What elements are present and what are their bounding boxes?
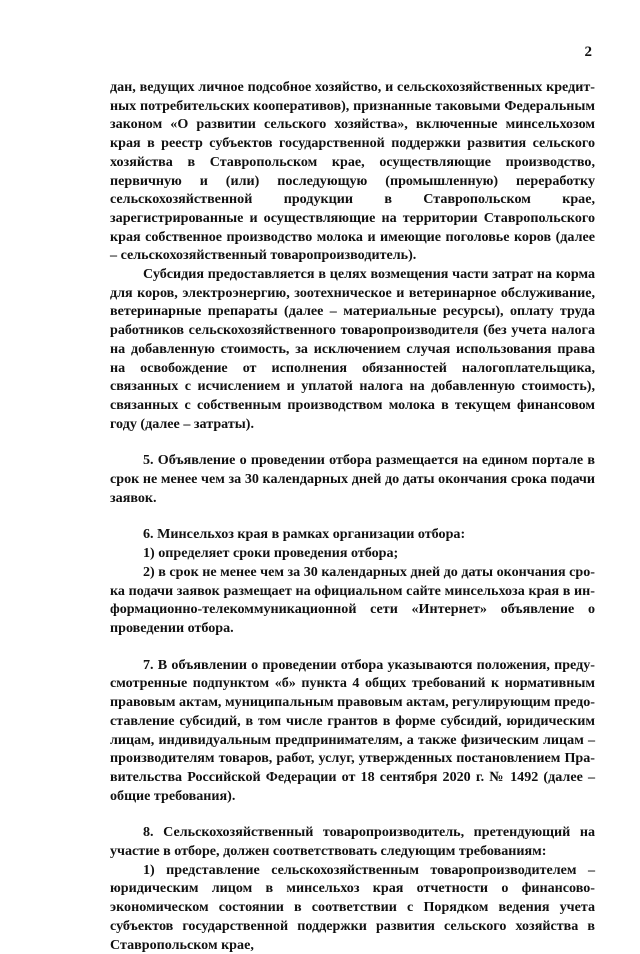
paragraph-item-5: 5. Объявление о проведении отбора размещается на едином портале в срок не менее чем за 30 календарных дней до даты окончания срока подачи заявок. bbox=[110, 452, 595, 506]
paragraph-item-8: 8. Сельскохозяйственный товаропроизводитель, претендующий на участие в отборе, должен соответствовать следующим требованиям: bbox=[110, 824, 595, 860]
paragraph-subsidy-purpose: Субсидия предоставляется в целях возмещения части затрат на корма для коров, электроэнергию, зоотехническое и ветеринарное обслуживание, ветеринарные препараты (далее – материальные ресурсы), оплату труда работников сельскохозяйственного товаропроизводителя (без учета налога на добавленную стоимость, за исключением случая использования права на освобождение от исполнения обязанностей налогоплательщика, связанных с исчислением и уплатой налога на добавленную стоимость), связанных с собственным производством молока в текущем финансовом году (далее – затраты). bbox=[110, 266, 595, 432]
paragraph-item-6: 6. Минсельхоз края в рамках организации отбора: bbox=[143, 526, 466, 543]
paragraph-item-8-sub-1: 1) представление сельскохозяйственным товаропроизводителем – юридическим лицом в минсельхоз края отчетности о финансово-экономическом состоянии в соответствии с Порядком ведения учета субъектов государственной поддержки развития сельского хозяйства в Ставропольском крае, bbox=[110, 861, 595, 953]
paragraph-recipients-continuation: дан, ведущих личное подсобное хозяйство, и сельскохозяйственных кредитных потребительских кооперативов), признанные таковыми Федеральным законом «О развитии сельского хозяйства», включенные минсельхозом края в реестр субъектов государственной поддержки развития сельского хозяйства в Ставропольском крае, осуществляющие производство, первичную и (или) последующую (промышленную) переработку сельскохозяйственной продукции в Ставропольском крае, зарегистрированные и осуществляющие на территории Ставропольского края собственное производство молока и имеющие поголовье коров (далее – сельскохозяйственный товаропроизводитель). bbox=[110, 79, 595, 264]
page-number: 2 bbox=[584, 44, 592, 60]
document-body bbox=[110, 78, 595, 954]
paragraph-item-6-sub-2: 2) в срок не менее чем за 30 календарных дней до даты окончания срока подачи заявок размещает на официальном сайте минсельхоза края в информационно-телекоммуникационной сети «Интернет» объявление о проведении отбора. bbox=[110, 563, 595, 636]
paragraph-item-6-sub-1: 1) определяет сроки проведения отбора; bbox=[143, 545, 399, 562]
paragraph-item-7: 7. В объявлении о проведении отбора указываются положения, предусмотренные подпунктом «б» пункта 4 общих требований к нормативным правовым актам, муниципальным правовым актам, регулирующим предоставление субсидий, в том числе грантов в форме субсидий, юридическим лицам, индивидуальным предпринимателям, а также физическим лицам – производителям товаров, работ, услуг, утвержденных постановлением Правительства Российской Федерации от 18 сентября 2020 г. № 1492 (далее – общие требования). bbox=[110, 656, 595, 804]
